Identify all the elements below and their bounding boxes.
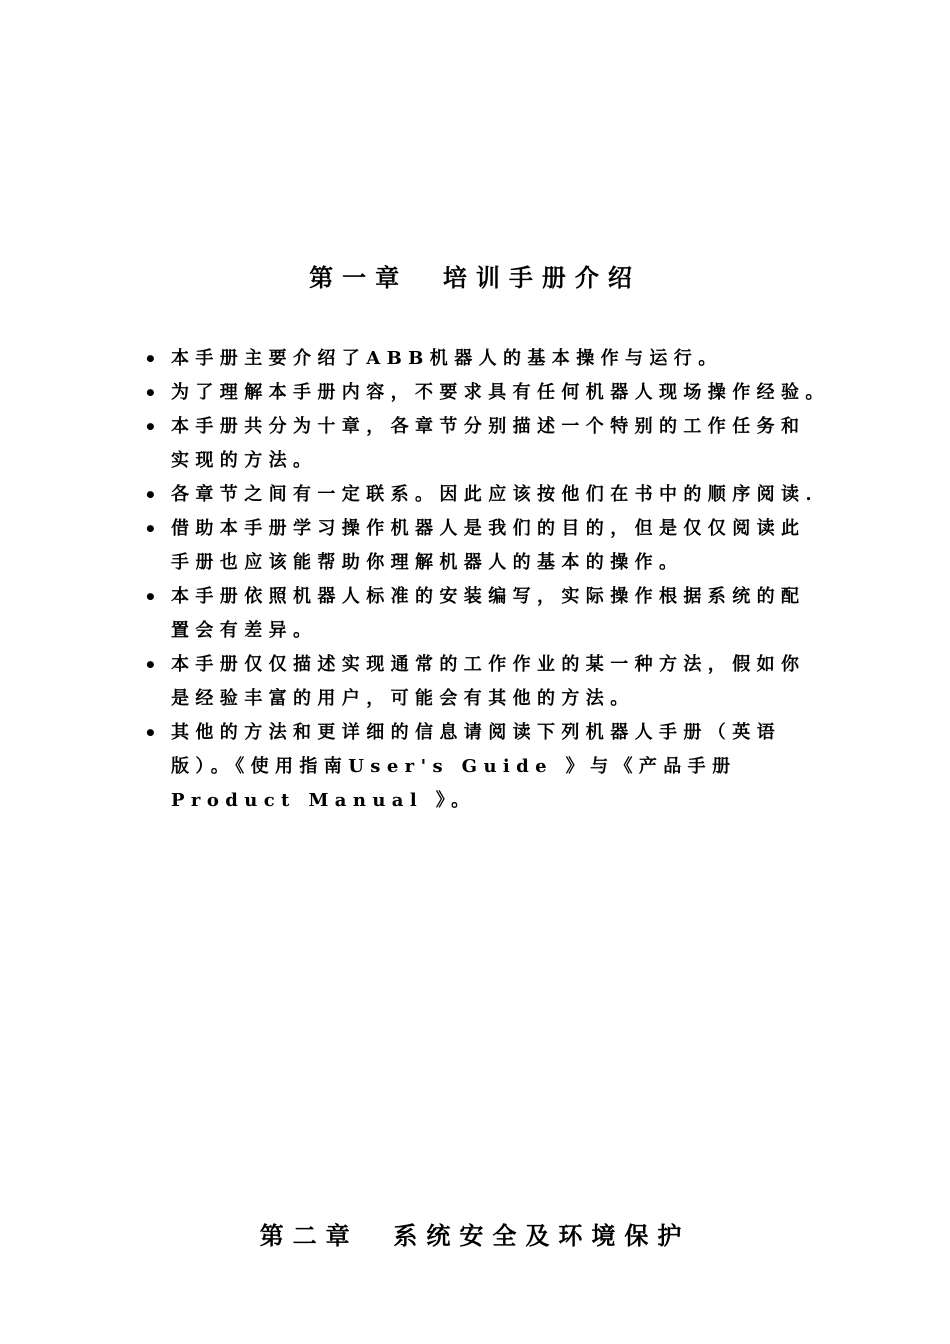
bullet-icon: • xyxy=(144,721,157,745)
bullet-icon: • xyxy=(144,415,157,439)
bullet-icon: • xyxy=(144,517,157,541)
list-item-text: 本手册主要介绍了ABB机器人的基本操作与运行。 xyxy=(171,348,723,369)
list-item-text: 置会有差异。 xyxy=(171,620,318,641)
list-item-text: 借助本手册学习操作机器人是我们的目的，但是仅仅阅读此 xyxy=(171,518,806,539)
chapter-2-title: 第二章 系统安全及环境保护 xyxy=(259,1221,691,1250)
list-item-text: 为了理解本手册内容，不要求具有任何机器人现场操作经验。 xyxy=(171,382,830,403)
list-item xyxy=(144,512,844,580)
chapter-1-title: 第一章 培训手册介绍 xyxy=(309,263,641,292)
list-item xyxy=(144,410,844,478)
bullet-icon: • xyxy=(144,381,157,405)
list-item-text: 本手册仅仅描述实现通常的工作作业的某一种方法，假如你 xyxy=(171,654,806,675)
bullet-icon: • xyxy=(144,483,157,507)
list-item-text: 本手册依照机器人标准的安装编写，实际操作根据系统的配 xyxy=(171,586,806,607)
list-item-text: 各章节之间有一定联系。因此应该按他们在书中的顺序阅读. xyxy=(171,484,819,505)
bullet-icon: • xyxy=(144,653,157,677)
list-item xyxy=(144,580,844,648)
list-item xyxy=(144,478,844,512)
list-item-text: 其他的方法和更详细的信息请阅读下列机器人手册（英语 xyxy=(171,722,781,743)
list-item xyxy=(144,648,844,716)
list-item xyxy=(144,342,844,376)
list-item-text: 手册也应该能帮助你理解机器人的基本的操作。 xyxy=(171,552,684,573)
list-item xyxy=(144,716,844,818)
list-item-text: 版）。《使用指南User's Guide 》与《产品手册 xyxy=(171,756,737,777)
list-item-text: 本手册共分为十章，各章节分别描述一个特别的工作任务和 xyxy=(171,416,806,437)
list-item-text: Product Manual 》。 xyxy=(171,790,476,811)
list-item xyxy=(144,376,844,410)
bullet-icon: • xyxy=(144,585,157,609)
intro-bullet-list xyxy=(144,342,844,818)
list-item-text: 是经验丰富的用户，可能会有其他的方法。 xyxy=(171,688,635,709)
list-item-text: 实现的方法。 xyxy=(171,450,318,471)
bullet-icon: • xyxy=(144,347,157,371)
